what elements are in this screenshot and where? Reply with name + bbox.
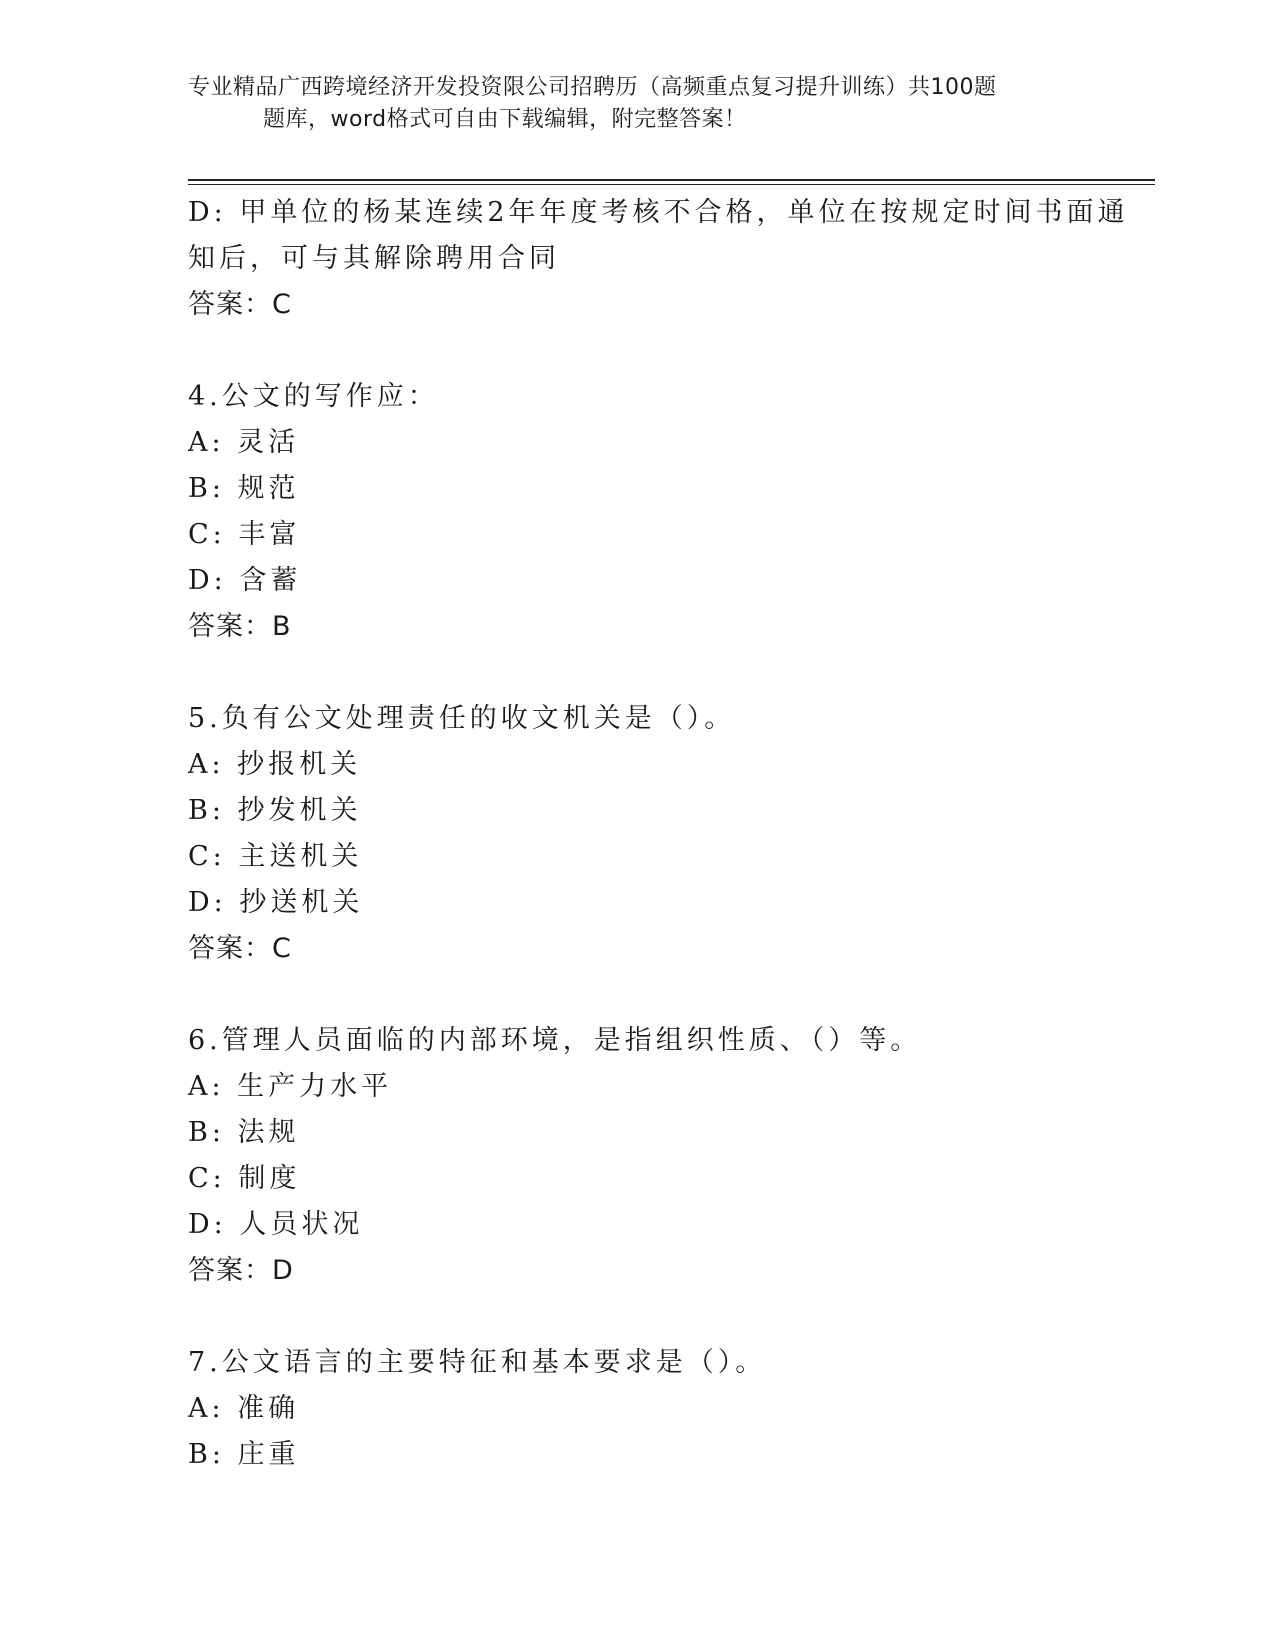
option-d: D: 抄送机关 bbox=[188, 887, 364, 918]
header-divider-thick bbox=[188, 179, 1155, 181]
question-stem: 4.公文的写作应： bbox=[188, 381, 439, 412]
spacer bbox=[188, 972, 1088, 1018]
answer-line: 答案：C bbox=[188, 933, 292, 964]
document-body bbox=[188, 190, 1129, 1478]
document-header bbox=[188, 72, 1088, 136]
option-d-line-1: D: 甲单位的杨某连续2年年度考核不合格，单位在按规定时间书面通 bbox=[188, 197, 1129, 228]
option-c: C: 丰富 bbox=[188, 519, 301, 550]
option-d: D: 人员状况 bbox=[188, 1209, 364, 1240]
spacer bbox=[188, 650, 1088, 696]
answer-line: 答案：C bbox=[188, 289, 292, 320]
spacer bbox=[188, 328, 1088, 374]
question-stem: 5.负有公文处理责任的收文机关是（）。 bbox=[188, 703, 736, 734]
option-a: A: 灵活 bbox=[188, 427, 300, 458]
option-d: D: 含蓄 bbox=[188, 565, 302, 596]
option-b: B: 庄重 bbox=[188, 1439, 300, 1470]
answer-line: 答案：D bbox=[188, 1255, 294, 1286]
option-d-line-2: 知后，可与其解除聘用合同 bbox=[188, 243, 560, 274]
question-stem: 7.公文语言的主要特征和基本要求是（）。 bbox=[188, 1347, 767, 1378]
header-title-line-1: 专业精品广西跨境经济开发投资限公司招聘历（高频重点复习提升训练）共100题 bbox=[188, 75, 997, 100]
option-b: B: 规范 bbox=[188, 473, 300, 504]
question-stem: 6.管理人员面临的内部环境，是指组织性质、（）等。 bbox=[188, 1025, 922, 1056]
option-b: B: 抄发机关 bbox=[188, 795, 362, 826]
question-block-7 bbox=[188, 1340, 1088, 1478]
option-b: B: 法规 bbox=[188, 1117, 300, 1148]
header-divider-thin bbox=[188, 184, 1155, 185]
option-c: C: 主送机关 bbox=[188, 841, 363, 872]
question-block-5 bbox=[188, 696, 1088, 972]
question-block-4 bbox=[188, 374, 1088, 650]
option-c: C: 制度 bbox=[188, 1163, 301, 1194]
option-a: A: 生产力水平 bbox=[188, 1071, 393, 1102]
option-a: A: 抄报机关 bbox=[188, 749, 362, 780]
option-a: A: 准确 bbox=[188, 1393, 300, 1424]
question-block-6 bbox=[188, 1018, 1088, 1294]
spacer bbox=[188, 1294, 1088, 1340]
answer-line: 答案：B bbox=[188, 611, 292, 642]
header-title-line-2: 题库，word格式可自由下载编辑，附完整答案！ bbox=[263, 107, 747, 132]
